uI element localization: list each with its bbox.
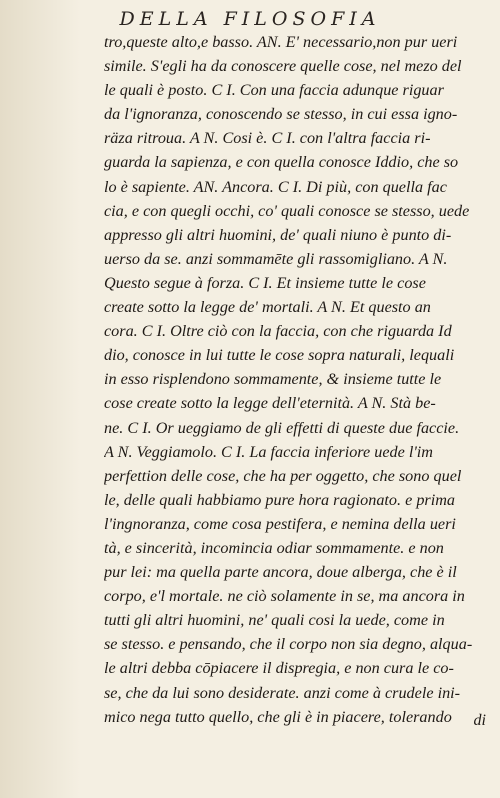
- text-line: se stesso. e pensando, che il corpo non sia degno, alqua-: [104, 635, 473, 654]
- text-line: cia, e con quegli occhi, co' quali conosce se stesso, uede: [104, 201, 470, 220]
- text-line: le altri debba cōpiacere il dispregia, e non cura le co-: [104, 659, 454, 678]
- text-line: cose create sotto la legge dell'eternità. A N. Stà be-: [104, 394, 436, 413]
- catchword: di: [473, 712, 486, 729]
- text-line: uerso da se. anzi sommamēte gli rassomigliano. A N.: [104, 249, 448, 268]
- text-line: simile. S'egli ha da conoscere quelle cose, nel mezo del: [104, 57, 462, 76]
- text-line: corpo, e'l mortale. ne ciò solamente in se, ma ancora in: [104, 587, 465, 606]
- running-head: DELLA FILOSOFIA: [119, 8, 381, 30]
- text-line: mico nega tutto quello, che gli è in piacere, tolerando: [104, 707, 452, 726]
- text-line: tro,queste alto,e basso. AN. E' necessario,non pur ueri: [104, 33, 458, 51]
- text-line: Questo segue à forza. C I. Et insieme tutte le cose: [104, 273, 426, 292]
- text-line: dio, conosce in lui tutte le cose sopra naturali, lequali: [104, 346, 455, 365]
- text-line: perfettion delle cose, che ha per oggetto, che sono quel: [104, 466, 462, 485]
- text-line: create sotto la legge de' mortali. A N. Et questo an: [104, 298, 431, 317]
- page-gutter-shadow: [0, 0, 80, 798]
- text-line: appresso gli altri huomini, de' quali niuno è punto di-: [104, 225, 452, 244]
- text-line: da l'ignoranza, conoscendo se stesso, in cui essa igno-: [104, 105, 458, 124]
- text-line: le quali è posto. C I. Con una faccia adunque riguar: [104, 81, 444, 100]
- text-line: l'ingnoranza, come cosa pestifera, e nemina della ueri: [104, 514, 456, 533]
- text-line: pur lei: ma quella parte ancora, doue alberga, che è il: [104, 563, 457, 582]
- body-text: [104, 30, 488, 729]
- text-line: cora. C I. Oltre ciò con la faccia, con che riguarda Id: [104, 322, 452, 341]
- text-line: in esso risplendono sommamente, & insieme tutte le: [104, 370, 442, 389]
- text-line: A N. Veggiamolo. C I. La faccia inferiore uede l'im: [104, 442, 433, 461]
- text-line: tutti gli altri huomini, ne' quali cosi la uede, come in: [104, 611, 445, 630]
- text-line: le, delle quali habbiamo pure hora ragionato. e prima: [104, 490, 456, 509]
- text-line: lo è sapiente. AN. Ancora. C I. Di più, con quella fac: [104, 177, 447, 196]
- text-line: ne. C I. Or ueggiamo de gli effetti di queste due faccie.: [104, 418, 460, 437]
- text-line: tà, e sincerità, incomincia odiar sommamente. e non: [104, 538, 444, 557]
- text-line: guarda la sapienza, e con quella conosce Iddio, che so: [104, 153, 459, 172]
- text-line: räza ritroua. A N. Cosi è. C I. con l'altra faccia ri-: [104, 129, 431, 148]
- text-line: se, che da lui sono desiderate. anzi come à crudele ini-: [104, 683, 461, 702]
